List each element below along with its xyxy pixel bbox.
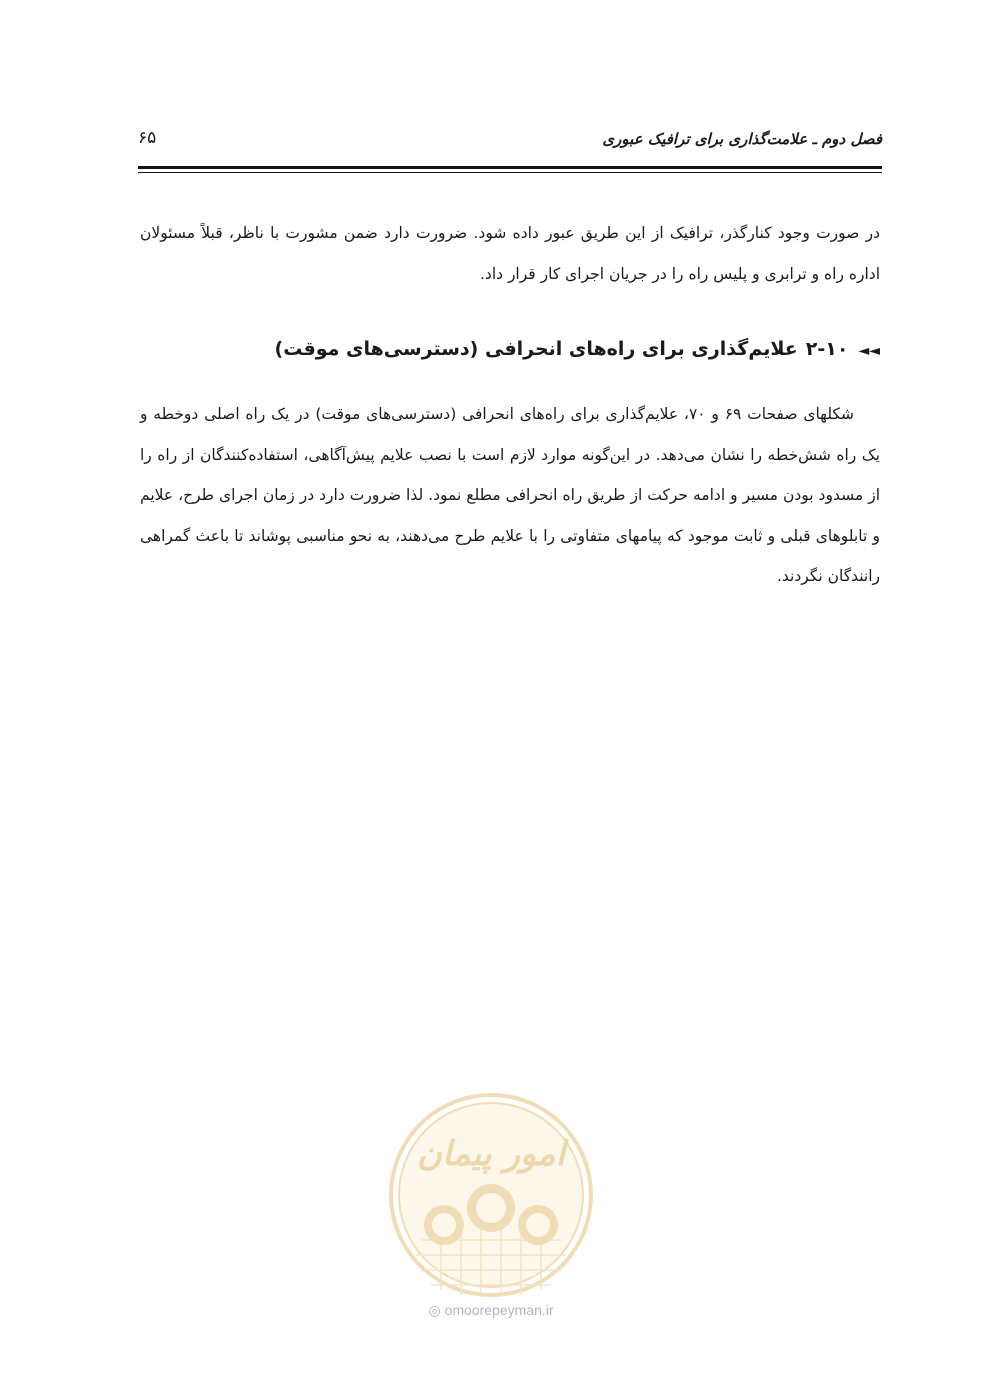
header-rule-thin xyxy=(138,172,882,173)
section-number: ۲-۱۰ xyxy=(805,338,849,360)
globe-icon: ◎ xyxy=(428,1302,441,1318)
header-rule-thick xyxy=(138,166,882,169)
intro-paragraph: در صورت وجود کنارگذر، ترافیک از این طریق عبور داده شود. ضرورت دارد ضمن مشورت با ناظر، قبلاً مسئولان اداره راه و ترابری و پلیس راه را در جریان اجرای کار قرار داد. xyxy=(140,224,880,283)
watermark-url: omoorepeyman.ir xyxy=(444,1302,554,1318)
watermark-logo xyxy=(386,1090,596,1330)
section-paragraph: شکلهای صفحات ۶۹ و ۷۰، علایم‌گذاری برای راه‌های انحرافی (دسترسی‌های موقت) در یک راه اصلی دوخطه و یک راه شش‌خطه را نشان می‌دهد. در این‌گونه موارد لازم است با نصب علایم پیش‌آگاهی، استفاده‌کنندگان از راه را از مسدود بودن مسیر و ادامه حرکت از طریق راه انحرافی مطلع نمود. لذا ضرورت دارد در زمان اجرای طرح، علایم و تابلوهای قبلی و ثابت موجود که پیامهای متفاوتی را با علایم طرح می‌دهند، به نحو مناسبی پوشاند تا باعث گمراهی رانندگان نگردند. xyxy=(140,405,880,585)
running-header xyxy=(138,124,882,160)
chapter-title: فصل دوم ـ علامت‌گذاری برای ترافیک عبوری xyxy=(602,130,882,148)
watermark-caption xyxy=(386,1302,596,1319)
section-marker-icon: ◄◄ xyxy=(858,343,880,359)
logo-text: امور پیمان xyxy=(416,1134,566,1174)
section-title: علایم‌گذاری برای راه‌های انحرافی (دسترسی‌های موقت) xyxy=(274,338,798,360)
page-number: ۶۵ xyxy=(138,128,157,148)
omoore-peyman-logo-icon xyxy=(386,1090,596,1300)
section-heading xyxy=(140,338,880,360)
